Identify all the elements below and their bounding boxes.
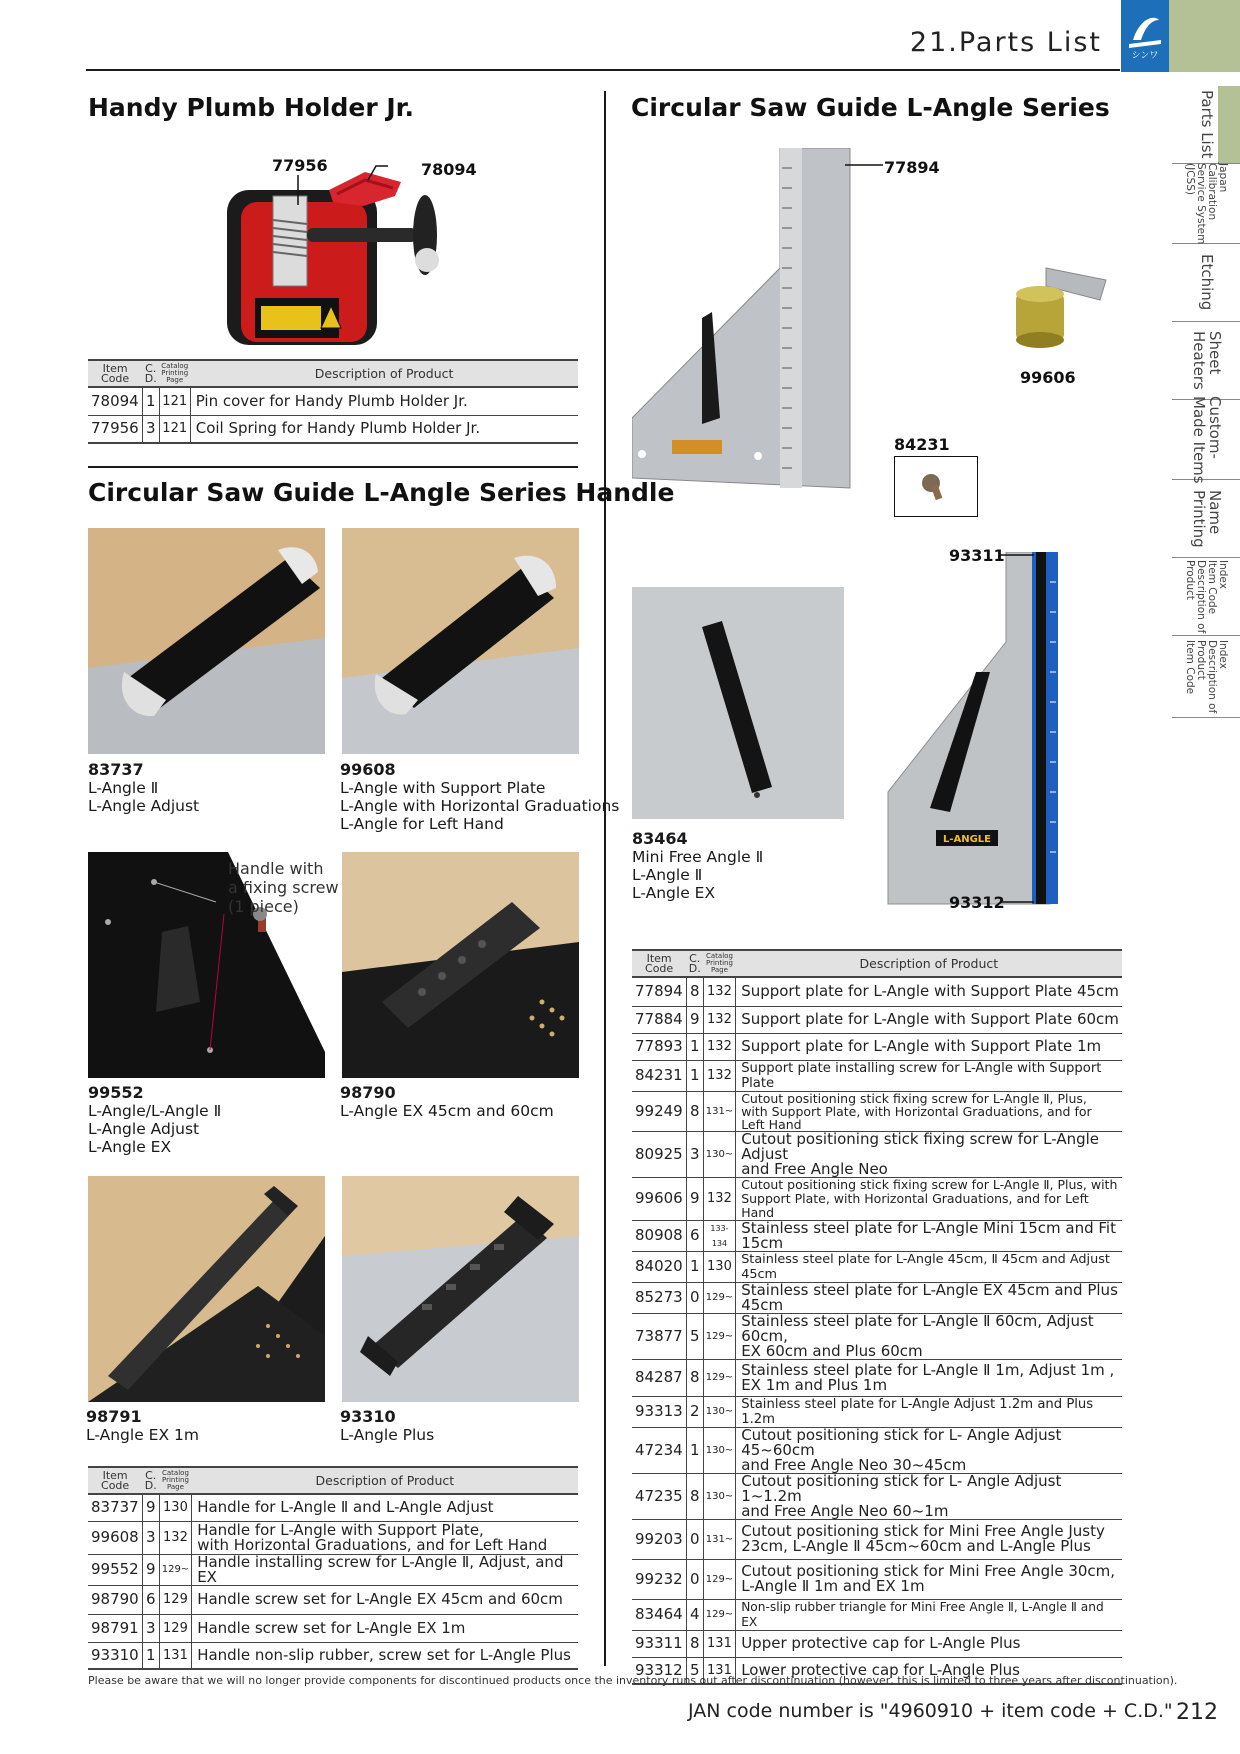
caption-code: 93310	[340, 1407, 396, 1426]
table-row	[88, 387, 578, 415]
leader-77894	[845, 160, 885, 170]
catalog-page: 130~	[703, 1473, 735, 1519]
svg-text:L-ANGLE: L-ANGLE	[942, 834, 992, 845]
catalog-page: 129~	[703, 1282, 735, 1313]
catalog-page: 131~	[703, 1091, 735, 1131]
item-code: 99249	[632, 1091, 686, 1131]
description: Cutout positioning stick for L- Angle Adjust 1~1.2m and Free Angle Neo 60~1m	[736, 1473, 1122, 1519]
check-digit: 1	[142, 387, 159, 415]
catalog-page: 130	[703, 1251, 735, 1282]
caption-83737	[88, 760, 199, 815]
side-tab-etching[interactable]	[1172, 244, 1240, 322]
check-digit: 8	[686, 1359, 703, 1396]
catalog-page: 129	[159, 1614, 191, 1642]
caption-line: L-Angle with Support Plate	[340, 779, 546, 797]
description: Cutout positioning stick for L- Angle Adjust 45~60cm and Free Angle Neo 30~45cm	[736, 1427, 1122, 1473]
caption-code: 98791	[86, 1407, 142, 1426]
item-code: 99606	[632, 1177, 686, 1220]
col-header-code: Item Code	[88, 1467, 142, 1494]
support-plate-angle-photo	[632, 148, 862, 498]
item-code: 99203	[632, 1519, 686, 1559]
caption-code: 99608	[340, 760, 396, 779]
table-row	[88, 1554, 578, 1585]
check-digit: 8	[686, 1091, 703, 1131]
fixing-screw-note	[228, 859, 339, 916]
item-code: 77956	[88, 415, 142, 443]
caption-98790	[340, 1083, 554, 1120]
catalog-page: 131~	[703, 1519, 735, 1559]
table-row	[632, 1006, 1122, 1033]
col-header-page: Catalog Printing Page	[159, 360, 190, 387]
side-tab-label: Index Item Code Description of Product	[1183, 559, 1230, 634]
check-digit: 5	[686, 1313, 703, 1359]
table-row	[632, 1313, 1122, 1359]
item-code: 93311	[632, 1630, 686, 1657]
series-parts-table	[632, 949, 1122, 1685]
catalog-page: 130~	[703, 1427, 735, 1473]
check-digit: 9	[686, 1177, 703, 1220]
description: Stainless steel plate for L-Angle Mini 15cm and Fit 15cm	[736, 1220, 1122, 1251]
check-digit: 8	[686, 977, 703, 1006]
table-row	[632, 1033, 1122, 1060]
series-section-title: Circular Saw Guide L-Angle Series	[631, 93, 1110, 122]
side-tab-index-desc[interactable]	[1172, 636, 1240, 718]
fixing-screw-photo	[1006, 262, 1110, 358]
callout-93311: 93311	[949, 546, 1005, 565]
description: Cutout positioning stick fixing screw for L-Angle Ⅱ, Plus, with Support Plate, with Horizontal Graduations, and for Left Hand	[736, 1177, 1122, 1220]
plumb-leader-lines	[280, 150, 430, 210]
description: Cutout positioning stick for Mini Free Angle Justy 23cm, L-Angle Ⅱ 45cm~60cm and L-Angle Plus	[736, 1519, 1122, 1559]
catalog-page: 131	[703, 1657, 735, 1684]
item-code: 77894	[632, 977, 686, 1006]
caption-code: 83737	[88, 760, 144, 779]
table-row	[632, 1599, 1122, 1630]
item-code: 83737	[88, 1494, 142, 1521]
mini-free-angle-photo	[632, 587, 844, 819]
table-row	[632, 1177, 1122, 1220]
table-row	[88, 1585, 578, 1614]
brand-logo-icon	[1125, 10, 1165, 62]
caption-code: 99552	[88, 1083, 144, 1102]
check-digit: 9	[142, 1494, 159, 1521]
item-code: 80925	[632, 1131, 686, 1177]
side-tab-label: Sheet Heaters	[1190, 331, 1224, 390]
callout-93312: 93312	[949, 893, 1005, 912]
caption-code: 83464	[632, 829, 688, 848]
catalog-page: 132	[703, 1177, 735, 1220]
catalog-page: 131	[703, 1630, 735, 1657]
item-code: 80908	[632, 1220, 686, 1251]
side-tab-parts-list[interactable]	[1172, 86, 1240, 164]
caption-line: L-Angle with Horizontal Graduations	[340, 797, 620, 815]
table-row	[88, 415, 578, 443]
catalog-page: 131	[159, 1642, 191, 1669]
item-code: 85273	[632, 1282, 686, 1313]
caption-line: L-Angle Adjust	[88, 1120, 200, 1138]
caption-line: L-Angle/L-Angle Ⅱ	[88, 1102, 222, 1120]
caption-93310	[340, 1407, 434, 1444]
col-header-code: Item Code	[88, 360, 142, 387]
table-row	[88, 1614, 578, 1642]
check-digit: 1	[686, 1033, 703, 1060]
catalog-page: 129~	[703, 1313, 735, 1359]
col-header-page: Catalog Printing Page	[703, 950, 735, 977]
description: Handle for L-Angle Ⅱ and L-Angle Adjust	[192, 1494, 578, 1521]
caption-line: L-Angle Ⅱ	[632, 866, 703, 884]
check-digit: 4	[686, 1599, 703, 1630]
description: Support plate for L-Angle with Support Plate 1m	[736, 1033, 1122, 1060]
item-code: 99608	[88, 1521, 142, 1554]
catalog-page: 130~	[703, 1131, 735, 1177]
item-code: 47234	[632, 1427, 686, 1473]
check-digit: 8	[686, 1630, 703, 1657]
item-code: 98790	[88, 1585, 142, 1614]
side-tab-sheet-heaters[interactable]	[1172, 322, 1240, 400]
discontinuation-note: Please be aware that we will no longer provide components for discontinued products once the inventory runs out after discontinuation (however, this is limited to three years after discontinuation).	[88, 1674, 1178, 1687]
caption-code: 98790	[340, 1083, 396, 1102]
check-digit: 1	[686, 1060, 703, 1091]
catalog-page: 121	[159, 387, 190, 415]
side-tab-label: Index Description of Product Item Code	[1183, 639, 1230, 714]
handle-photo-83737	[88, 528, 325, 754]
caption-line: L-Angle Adjust	[88, 797, 200, 815]
description: Stainless steel plate for L-Angle Ⅱ 1m, Adjust 1m , EX 1m and Plus 1m	[736, 1359, 1122, 1396]
description: Handle for L-Angle with Support Plate, with Horizontal Graduations, and for Left Hand	[192, 1521, 578, 1554]
table-row	[632, 1359, 1122, 1396]
check-digit: 3	[686, 1131, 703, 1177]
catalog-page: 129~	[703, 1359, 735, 1396]
catalog-page: 132	[703, 977, 735, 1006]
header-rule	[86, 69, 1120, 71]
catalog-page: 132	[703, 1060, 735, 1091]
description: Support plate for L-Angle with Support Plate 45cm	[736, 977, 1122, 1006]
description: Cutout positioning stick fixing screw for L-Angle Adjust and Free Angle Neo	[736, 1131, 1122, 1177]
side-tab-label: Etching	[1197, 254, 1216, 311]
plumb-parts-table	[88, 359, 578, 444]
description: Stainless steel plate for L-Angle EX 45cm and Plus 45cm	[736, 1282, 1122, 1313]
page-title: 21.Parts List	[909, 27, 1102, 58]
check-digit: 6	[142, 1585, 159, 1614]
check-digit: 0	[686, 1519, 703, 1559]
description: Stainless steel plate for L-Angle Adjust 1.2m and Plus 1.2m	[736, 1396, 1122, 1427]
page-number: 212	[1176, 1700, 1218, 1725]
handle-photo-98791	[88, 1176, 325, 1402]
catalog-page: 130	[159, 1494, 191, 1521]
col-header-code: Item Code	[632, 950, 686, 977]
table-row	[632, 1559, 1122, 1599]
catalog-page: 129	[159, 1585, 191, 1614]
side-tab-custom-made[interactable]	[1172, 395, 1240, 484]
table-row	[632, 1427, 1122, 1473]
caption-99552	[88, 1083, 221, 1156]
caption-line: L-Angle EX 45cm and 60cm	[340, 1102, 554, 1120]
handle-photo-98790	[342, 852, 579, 1078]
table-row	[632, 1060, 1122, 1091]
description: Lower protective cap for L-Angle Plus	[736, 1657, 1122, 1684]
caption-line: L-Angle Plus	[340, 1426, 435, 1444]
side-tab-label: Japan Calibration Service System (JCSS)	[1183, 162, 1230, 245]
brand-logo	[1121, 0, 1169, 72]
note-line: a fixing screw	[228, 878, 339, 897]
table-header-row	[88, 1467, 578, 1494]
check-digit: 1	[686, 1427, 703, 1473]
side-tab-label: Name Printing	[1190, 489, 1224, 548]
side-tab-jcss[interactable]	[1172, 164, 1240, 244]
plumb-section-title: Handy Plumb Holder Jr.	[88, 93, 414, 122]
item-code: 47235	[632, 1473, 686, 1519]
col-header-desc: Description of Product	[736, 950, 1122, 977]
catalog-page: 129~	[703, 1559, 735, 1599]
item-code: 98791	[88, 1614, 142, 1642]
note-line: Handle with	[228, 859, 324, 878]
col-header-desc: Description of Product	[190, 360, 578, 387]
table-row	[632, 1396, 1122, 1427]
description: Handle installing screw for L-Angle Ⅱ, Adjust, and EX	[192, 1554, 578, 1585]
caption-line: L-Angle EX 1m	[86, 1426, 199, 1444]
description: Cutout positioning stick fixing screw for L-Angle Ⅱ, Plus, with Support Plate, with Horizontal Graduations, and for Left Hand	[736, 1091, 1122, 1131]
item-code: 84231	[632, 1060, 686, 1091]
caption-99608	[340, 760, 619, 833]
description: Support plate for L-Angle with Support Plate 60cm	[736, 1006, 1122, 1033]
callout-77956: 77956	[272, 156, 328, 175]
catalog-page: 132	[703, 1006, 735, 1033]
description: Coil Spring for Handy Plumb Holder Jr.	[190, 415, 578, 443]
side-tab-name-printing[interactable]	[1172, 480, 1240, 558]
callout-77894: 77894	[884, 158, 940, 177]
table-row	[632, 1473, 1122, 1519]
svg-text:シンワ: シンワ	[1131, 51, 1159, 61]
col-header-cd: C. D.	[686, 950, 703, 977]
table-row	[632, 1251, 1122, 1282]
handle-section-title: Circular Saw Guide L-Angle Series Handle	[88, 478, 675, 507]
col-header-cd: C. D.	[142, 1467, 159, 1494]
description: Non-slip rubber triangle for Mini Free Angle Ⅱ, L-Angle Ⅱ and EX	[736, 1599, 1122, 1630]
side-tab-label: Parts List	[1197, 90, 1216, 159]
item-code: 93312	[632, 1657, 686, 1684]
catalog-page: 132	[159, 1521, 191, 1554]
catalog-page: 130~	[703, 1396, 735, 1427]
description: Stainless steel plate for L-Angle 45cm, Ⅱ 45cm and Adjust 45cm	[736, 1251, 1122, 1282]
description: Upper protective cap for L-Angle Plus	[736, 1630, 1122, 1657]
item-code: 99552	[88, 1554, 142, 1585]
catalog-page: 129~	[159, 1554, 191, 1585]
check-digit: 9	[686, 1006, 703, 1033]
check-digit: 3	[142, 1614, 159, 1642]
item-code: 73877	[632, 1313, 686, 1359]
callout-99606: 99606	[1020, 368, 1076, 387]
caption-83464	[632, 829, 763, 902]
check-digit: 1	[142, 1642, 159, 1669]
description: Pin cover for Handy Plumb Holder Jr.	[190, 387, 578, 415]
check-digit: 0	[686, 1559, 703, 1599]
item-code: 93313	[632, 1396, 686, 1427]
check-digit: 2	[686, 1396, 703, 1427]
description: Handle non-slip rubber, screw set for L-Angle Plus	[192, 1642, 578, 1669]
item-code: 83464	[632, 1599, 686, 1630]
check-digit: 8	[686, 1473, 703, 1519]
col-header-page: Catalog Printing Page	[159, 1467, 191, 1494]
item-code: 84287	[632, 1359, 686, 1396]
item-code: 93310	[88, 1642, 142, 1669]
col-header-cd: C. D.	[142, 360, 159, 387]
check-digit: 3	[142, 1521, 159, 1554]
catalog-page: 121	[159, 415, 190, 443]
table-row	[632, 1630, 1122, 1657]
check-digit: 3	[142, 415, 159, 443]
handle-photo-99608	[342, 528, 579, 754]
catalog-page: 129~	[703, 1599, 735, 1630]
side-tabs	[1172, 86, 1240, 718]
jan-code-note: JAN code number is "4960910 + item code + C.D."	[688, 1700, 1173, 1722]
caption-line: L-Angle EX	[632, 884, 716, 902]
table-header-row	[88, 360, 578, 387]
table-row	[632, 1091, 1122, 1131]
screw-84231-box	[894, 456, 978, 517]
check-digit: 1	[686, 1251, 703, 1282]
item-code: 78094	[88, 387, 142, 415]
table-row	[88, 1642, 578, 1669]
table-row	[632, 1282, 1122, 1313]
caption-line: L-Angle Ⅱ	[88, 779, 159, 797]
section-color-bar	[1169, 0, 1240, 72]
section-divider	[88, 466, 578, 468]
handle-parts-table	[88, 1466, 578, 1670]
check-digit: 9	[142, 1554, 159, 1585]
col-header-desc: Description of Product	[192, 1467, 578, 1494]
leader-93311	[1000, 550, 1036, 560]
catalog-page: 132	[703, 1033, 735, 1060]
description: Handle screw set for L-Angle EX 1m	[192, 1614, 578, 1642]
description: Cutout positioning stick for Mini Free Angle 30cm, L-Angle Ⅱ 1m and EX 1m	[736, 1559, 1122, 1599]
callout-84231: 84231	[894, 435, 950, 454]
handle-photo-93310	[342, 1176, 579, 1402]
callout-78094: 78094	[421, 160, 477, 179]
description: Support plate installing screw for L-Angle with Support Plate	[736, 1060, 1122, 1091]
description: Handle screw set for L-Angle EX 45cm and 60cm	[192, 1585, 578, 1614]
caption-line: Mini Free Angle Ⅱ	[632, 848, 764, 866]
column-separator	[604, 91, 606, 1666]
note-line: (1 piece)	[228, 897, 299, 916]
item-code: 77884	[632, 1006, 686, 1033]
caption-line: L-Angle for Left Hand	[340, 815, 504, 833]
leader-93312	[1000, 897, 1036, 907]
check-digit: 6	[686, 1220, 703, 1251]
item-code: 77893	[632, 1033, 686, 1060]
table-row	[632, 1519, 1122, 1559]
table-row	[632, 1131, 1122, 1177]
table-row	[632, 1220, 1122, 1251]
caption-line: L-Angle EX	[88, 1138, 172, 1156]
table-row	[632, 977, 1122, 1006]
table-row	[88, 1494, 578, 1521]
l-angle-plus-photo	[880, 552, 1080, 907]
check-digit: 5	[686, 1657, 703, 1684]
caption-98791	[86, 1407, 199, 1444]
side-tab-label: Custom- Made Items	[1190, 395, 1224, 484]
description: Stainless steel plate for L-Angle Ⅱ 60cm, Adjust 60cm, EX 60cm and Plus 60cm	[736, 1313, 1122, 1359]
table-header-row	[632, 950, 1122, 977]
side-tab-index-code[interactable]	[1172, 558, 1240, 636]
check-digit: 0	[686, 1282, 703, 1313]
catalog-page: 133-134	[703, 1220, 735, 1251]
table-row	[88, 1521, 578, 1554]
item-code: 84020	[632, 1251, 686, 1282]
item-code: 99232	[632, 1559, 686, 1599]
